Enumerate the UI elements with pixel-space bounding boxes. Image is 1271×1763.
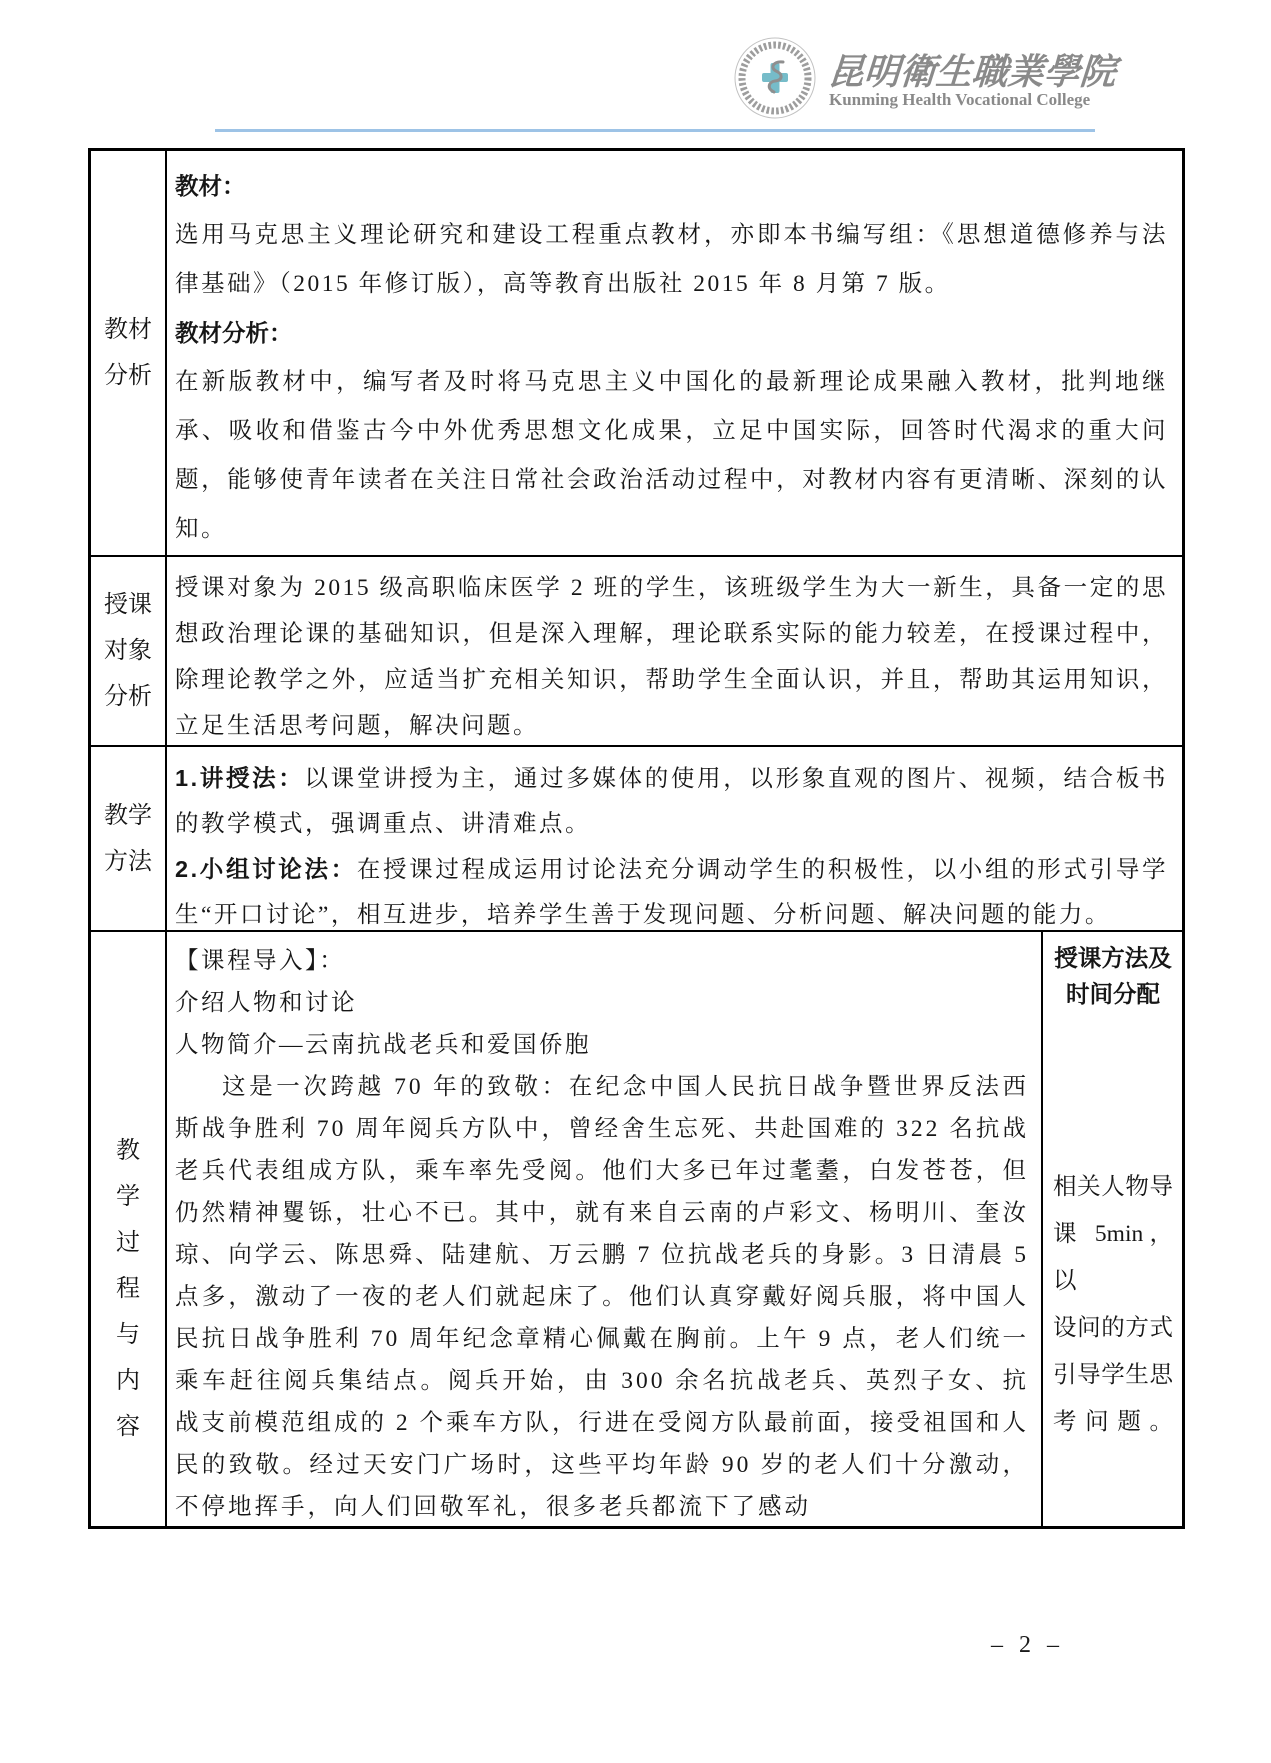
lesson-plan-table <box>88 148 1185 1529</box>
side-text-line: 设问的方式 <box>1053 1315 1173 1341</box>
row-label-teaching-process <box>91 932 167 1526</box>
table-row-teaching-process <box>91 932 1182 1526</box>
method-time-heading: 授课方法及时间分配 <box>1054 945 1172 1007</box>
teaching-methods-content <box>167 747 1182 930</box>
method-time-body <box>1053 1164 1173 1446</box>
label-char: 教 <box>116 1138 140 1164</box>
page-number: – 2 – <box>991 1632 1059 1658</box>
label-char: 与 <box>116 1322 140 1348</box>
side-text-line: 相关人物导 <box>1053 1174 1173 1200</box>
label-char: 过 <box>116 1230 140 1256</box>
course-intro-line: 人物简介—云南抗战老兵和爱国侨胞 <box>175 1032 591 1058</box>
college-name-chinese: 昆明衛生職業學院 <box>826 52 1118 92</box>
label-line: 分析 <box>104 363 152 389</box>
label-char: 学 <box>116 1184 140 1210</box>
material-analysis-content <box>167 151 1182 555</box>
label-line: 方法 <box>104 848 152 875</box>
method-time-column <box>1041 932 1182 1526</box>
audience-analysis-content <box>167 557 1182 745</box>
material-text: 选用马克思主义理论研究和建设工程重点教材，亦即本书编写组：《思想道德修养与法律基础》（2015 年修订版），高等教育出版社 2015 年 8 月第 7 版。 <box>175 222 1168 297</box>
method-discussion-text: 在授课过程成运用讨论法充分调动学生的积极性，以小组的形式引导学生“开口讨论”，相互进步，培养学生善于发现问题、分析问题、解决问题的能力。 <box>175 857 1168 928</box>
label-char: 程 <box>116 1276 140 1302</box>
method-lecture-label: 1.讲授法： <box>175 765 305 791</box>
material-heading: 教材： <box>175 173 246 199</box>
label-line: 教学 <box>104 802 152 829</box>
method-item-lecture <box>175 756 1168 847</box>
method-discussion-label: 2.小组讨论法： <box>175 856 357 882</box>
table-row-teaching-methods <box>91 747 1182 932</box>
teaching-process-content <box>167 932 1041 1526</box>
college-name-english: Kunming Health Vocational College <box>829 90 1091 109</box>
row-label-audience-analysis <box>91 557 167 745</box>
college-seal-icon <box>733 36 817 120</box>
course-intro-line: 介绍人物和讨论 <box>175 990 357 1016</box>
label-line: 对象 <box>104 638 152 664</box>
row-label-material-analysis <box>91 151 167 555</box>
table-row-material-analysis <box>91 151 1182 557</box>
course-intro-paragraph: 这是一次跨越 70 年的致敬：在纪念中国人民抗日战争暨世界反法西斯战争胜利 70 周年阅兵方队中，曾经舍生忘死、共赴国难的 322 名抗战老兵代表组成方队，乘车率先受阅。他们大多已年过耄耋，白发苍苍，但仍然精神矍铄，壮心不已。其中，就有来自云南的卢彩文、杨明川、奎汝琼、向学云、陈思舜、陆建航、万云鹏 7 位抗战老兵的身影。3 日清晨 5 点多，激动了一夜的老人们就起床了。他们认真穿戴好阅兵服，将中国人民抗日战争胜利 70 周年纪念章精心佩戴在胸前。上午 9 点，老人们统一乘车赶往阅兵集结点。阅兵开始，由 300 余名抗战老兵、英烈子女、抗战支前模范组成的 2 个乘车方队，行进在受阅方队最前面，接受祖国和人民的致敬。经过天安门广场时，这些平均年龄 90 岁的老人们十分激动，不停地挥手，向人们回敬军礼，很多老兵都流下了感动 <box>175 1074 1029 1520</box>
side-text-line: 引导学生思 <box>1053 1362 1173 1388</box>
method-lecture-text: 以课堂讲授为主，通过多媒体的使用，以形象直观的图片、视频，结合板书的教学模式，强调重点、讲清难点。 <box>175 766 1168 837</box>
course-intro-heading: 【课程导入】： <box>175 948 346 974</box>
audience-analysis-text: 授课对象为 2015 级高职临床医学 2 班的学生，该班级学生为大一新生，具备一定的思想政治理论课的基础知识，但是深入理解，理论联系实际的能力较差，在授课过程中，除理论教学之外，应适当扩充相关知识，帮助学生全面认识，并且，帮助其运用知识，立足生活思考问题，解决问题。 <box>175 575 1168 739</box>
row-label-teaching-methods <box>91 747 167 930</box>
label-char: 内 <box>116 1368 140 1394</box>
side-text-line: 课 5min，以 <box>1053 1221 1173 1294</box>
material-analysis-text: 在新版教材中，编写者及时将马克思主义中国化的最新理论成果融入教材，批判地继承、吸收和借鉴古今中外优秀思想文化成果，立足中国实际，回答时代渴求的重大问题，能够使青年读者在关注日常社会政治活动过程中，对教材内容有更清晰、深刻的认知。 <box>175 369 1168 542</box>
label-char: 容 <box>116 1414 140 1440</box>
material-analysis-heading: 教材分析： <box>175 320 293 346</box>
table-row-audience-analysis <box>91 557 1182 747</box>
label-line: 教材 <box>104 317 152 343</box>
header-divider <box>215 129 1095 132</box>
label-line: 授课 <box>104 592 152 618</box>
label-line: 分析 <box>104 684 152 710</box>
side-text-line: 考问题。 <box>1053 1409 1173 1435</box>
method-item-discussion <box>175 847 1168 930</box>
